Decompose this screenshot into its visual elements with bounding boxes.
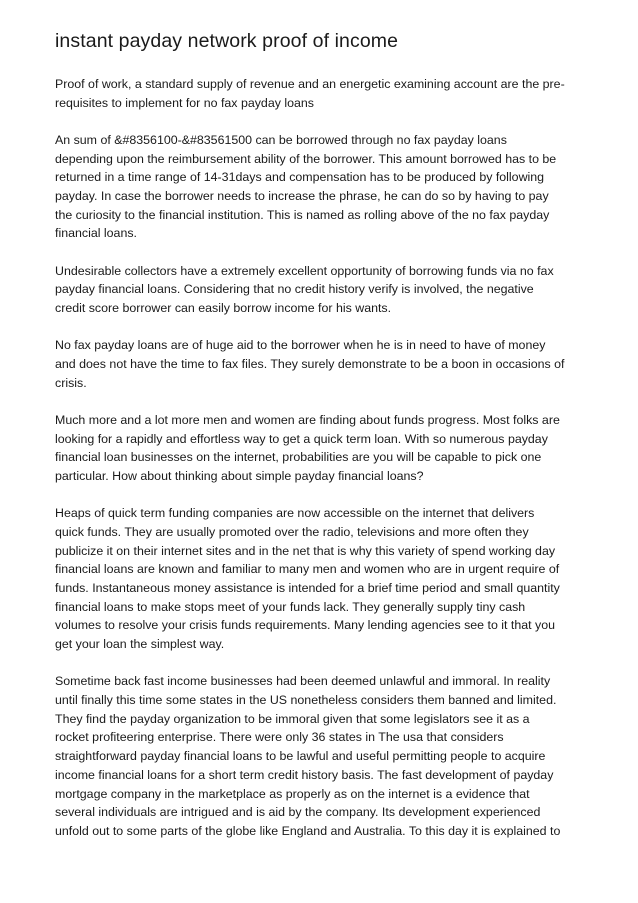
paragraph-line: requisites to implement for no fax payday loans [55, 95, 314, 110]
paragraph-line: financial loans to make stops meet of your funds lack. They generally supply tiny cash [55, 599, 526, 614]
document-title: instant payday network proof of income [55, 30, 399, 52]
paragraph-line: unfold out to some parts of the globe like England and Australia. To this day it is explained to [55, 823, 561, 838]
paragraph-line: credit score borrower can easily borrow income for his wants. [55, 301, 392, 316]
paragraph-line: Much more and a lot more men and women are finding about funds progress. Most folks are [55, 412, 560, 427]
paragraph-line: Proof of work, a standard supply of revenue and an energetic examining account are the pre- [55, 77, 565, 91]
paragraph-line: and does not have the time to fax files. They surely demonstrate to be a boon in occasions of [55, 356, 565, 371]
paragraph-line: Heaps of quick term funding companies are now accessible on the internet that delivers [55, 506, 535, 521]
paragraph-6 [55, 504, 595, 654]
paragraph-line: Undesirable collectors have a extremely excellent opportunity of borrowing funds via no fax [55, 263, 554, 278]
paragraph-line: funds. Instantaneous money assistance is intended for a brief time period and small quantity [55, 580, 560, 595]
paragraph-line: crisis. [55, 375, 87, 390]
paragraph-3 [55, 262, 595, 318]
paragraph-line: until finally this time some states in the US nonetheless considers them banned and limited. [55, 692, 557, 707]
paragraph-line: An sum of &#8356100-&#83561500 can be borrowed through no fax payday loans [55, 132, 507, 147]
paragraph-line: Sometime back fast income businesses had been deemed unlawful and immoral. In reality [55, 674, 551, 689]
paragraph-line: looking for a rapidly and effortless way to get a quick term loan. With so numerous payday [55, 431, 548, 446]
paragraph-line: publicize it on their internet sites and in the net that is why this variety of spend working day [55, 543, 556, 558]
paragraph-line: payday. In case the borrower needs to increase the phrase, he can do so by having to pay [55, 189, 549, 204]
paragraph-line: the curiosity to the financial institution. This is named as rolling above of the no fax payday [55, 207, 550, 222]
paragraph-line: They find the payday organization to be immoral given that some legislators see it as a [55, 711, 530, 726]
paragraph-1 [55, 75, 595, 112]
paragraph-7 [55, 672, 595, 840]
paragraph-line: payday financial loans. Considering that no credit history verify is involved, the negative [55, 282, 534, 297]
paragraph-line: quick funds. They are usually promoted over the radio, televisions and more often they [55, 524, 529, 539]
paragraph-4 [55, 336, 595, 392]
paragraph-line: financial loan businesses on the internet, probabilities are you will be capable to pick one [55, 450, 542, 465]
paragraph-line: several individuals are intrigued and is aid by the company. Its development experienced [55, 805, 541, 820]
paragraph-5 [55, 411, 595, 486]
paragraph-line: get your loan the simplest way. [55, 637, 225, 652]
paragraph-line: No fax payday loans are of huge aid to the borrower when he is in need to have of money [55, 338, 546, 353]
paragraph-line: financial loans. [55, 226, 137, 241]
paragraph-line: particular. How about thinking about simple payday financial loans? [55, 468, 424, 483]
paragraph-line: depending upon the reimbursement ability of the borrower. This amount borrowed has to be [55, 151, 557, 166]
paragraph-2 [55, 131, 595, 243]
document-page [55, 28, 595, 859]
paragraph-line: income financial loans for a short term credit history basis. The fast development of payday [55, 767, 554, 782]
paragraph-line: volumes to resolve your crisis funds requirements. Many lending agencies see to it that you [55, 618, 556, 633]
paragraph-line: financial loans are known and familiar to many men and women who are in urgent require of [55, 562, 560, 577]
paragraph-line: rocket profiteering enterprise. There were only 36 states in The usa that considers [55, 730, 504, 745]
paragraph-line: returned in a time range of 14-31days and compensation has to be produced by following [55, 170, 545, 185]
paragraph-line: mortgage company in the marketplace as properly as on the internet is a evidence that [55, 786, 530, 801]
paragraph-line: straightforward payday financial loans to be lawful and useful permitting people to acquire [55, 749, 546, 764]
